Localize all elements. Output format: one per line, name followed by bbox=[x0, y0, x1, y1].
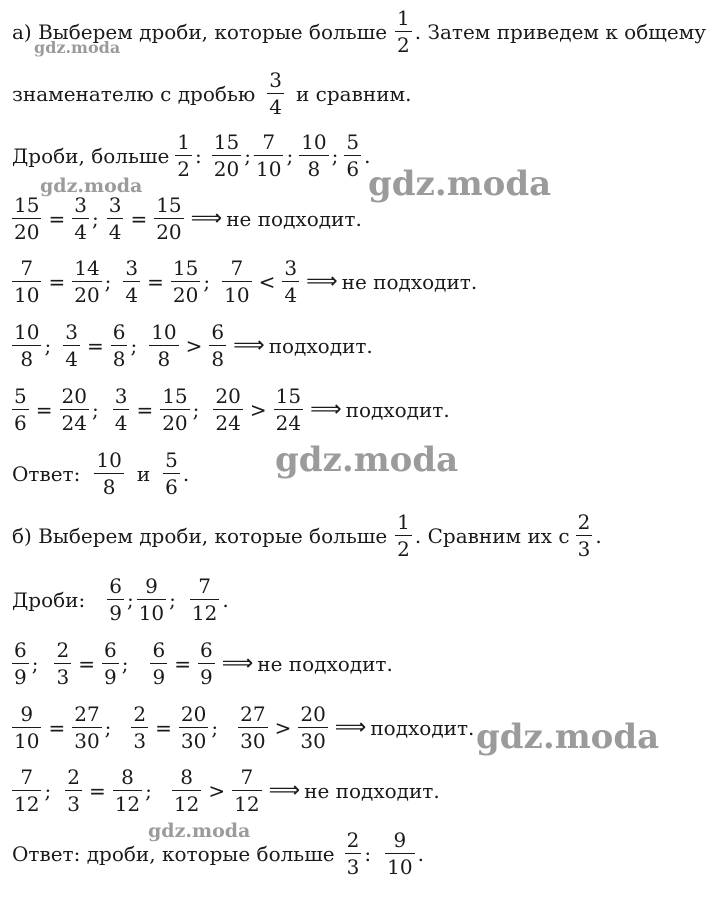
fraction: $\frac{15}{20}$ bbox=[156, 193, 182, 244]
part-a-answer: Ответ: $\frac{10}{8}$ и $\frac{5}{6}$ . bbox=[12, 448, 190, 499]
fraction: $\frac{3}{4}$ bbox=[269, 68, 282, 119]
part-b-row-1: $\frac{6}{9}$ ; $\frac{2}{3}$ = $\frac{6}{9}$ ; $\frac{6}{9}$ = $\frac{6}{9}$ ⟹ не подходит. bbox=[14, 638, 393, 689]
fraction: $\frac{20}{24}$ bbox=[215, 384, 241, 435]
fraction: $\frac{10}{8}$ bbox=[151, 320, 177, 371]
fraction: $\frac{9}{10}$ bbox=[387, 828, 413, 879]
part-b-row-2: $\frac{9}{10}$ = $\frac{27}{30}$ ; $\frac{2}{3}$ = $\frac{20}{30}$ ; $\frac{27}{30}$ > $\frac{20}{30}$ ⟹ подходит. bbox=[14, 702, 475, 753]
part-b-row-3: $\frac{7}{12}$ ; $\frac{2}{3}$ = $\frac{8}{12}$ ; $\frac{8}{12}$ > $\frac{7}{12}$ ⟹ не подходит. bbox=[14, 765, 440, 816]
watermark: gdz.moda bbox=[148, 820, 251, 842]
answer-label: Ответ: bbox=[12, 461, 81, 486]
fraction: $\frac{9}{10}$ bbox=[14, 702, 40, 753]
fraction: $\frac{5}{6}$ bbox=[165, 448, 178, 499]
fraction: $\frac{2}{3}$ bbox=[67, 765, 80, 816]
fraction: $\frac{2}{3}$ bbox=[346, 828, 360, 879]
fraction: $\frac{3}{4}$ bbox=[65, 320, 78, 371]
fraction: $\frac{20}{30}$ bbox=[180, 702, 207, 753]
fraction: $\frac{9}{10}$ bbox=[138, 574, 165, 625]
part-b-fractions-line: Дроби: $\frac{6}{9}$ ; $\frac{9}{10}$ ; $\frac{7}{12}$ . bbox=[12, 574, 229, 625]
fraction: $\frac{6}{9}$ bbox=[14, 638, 27, 689]
fraction: $\frac{15}{24}$ bbox=[275, 384, 302, 435]
result-text: не подходит. bbox=[257, 651, 393, 676]
fraction: $\frac{8}{12}$ bbox=[114, 765, 141, 816]
result-text: подходит. bbox=[370, 715, 475, 740]
fraction: $\frac{3}{4}$ bbox=[114, 384, 128, 435]
fraction: $\frac{10}{8}$ bbox=[96, 448, 122, 499]
fraction: $\frac{8}{12}$ bbox=[173, 765, 200, 816]
result-text: подходит. bbox=[345, 397, 450, 422]
result-text: подходит. bbox=[268, 333, 373, 358]
fraction: $\frac{27}{30}$ bbox=[240, 702, 266, 753]
fraction: $\frac{2}{3}$ bbox=[56, 638, 70, 689]
fraction: $\frac{1}{2}$ bbox=[177, 130, 191, 181]
fraction: $\frac{27}{30}$ bbox=[74, 702, 100, 753]
fraction: $\frac{3}{4}$ bbox=[108, 193, 122, 244]
intro-text: знаменателю с дробью bbox=[12, 81, 256, 106]
part-a-row-2: $\frac{7}{10}$ = $\frac{14}{20}$ ; $\frac{3}{4}$ = $\frac{15}{20}$ ; $\frac{7}{10}$ < $\frac{3}{4}$ ⟹ не подходит. bbox=[14, 256, 478, 307]
fraction: $\frac{15}{20}$ bbox=[14, 193, 40, 244]
fraction: $\frac{2}{3}$ bbox=[577, 510, 591, 561]
fraction: $\frac{1}{2}$ bbox=[397, 6, 410, 57]
fraction: $\frac{3}{4}$ bbox=[125, 256, 139, 307]
fraction: $\frac{5}{6}$ bbox=[14, 384, 27, 435]
fraction: $\frac{7}{12}$ bbox=[14, 765, 40, 816]
result-text: не подходит. bbox=[341, 269, 478, 294]
fraction: $\frac{7}{12}$ bbox=[191, 574, 218, 625]
fraction: $\frac{6}{8}$ bbox=[112, 320, 126, 371]
watermark: gdz.moda bbox=[368, 164, 552, 204]
part-b-answer: Ответ: дроби, которые больше $\frac{2}{3}$ : $\frac{9}{10}$ . bbox=[12, 828, 424, 879]
fractions-label: Дроби, больше bbox=[12, 143, 170, 168]
fractions-label: Дроби: bbox=[12, 587, 86, 612]
fraction: $\frac{6}{9}$ bbox=[199, 638, 213, 689]
fraction: $\frac{5}{6}$ bbox=[346, 130, 360, 181]
part-a-fractions-line: Дроби, больше $\frac{1}{2}$ : $\frac{15}{20}$ ; $\frac{7}{10}$ ; $\frac{10}{8}$ ; $\frac{5}{6}$ . bbox=[12, 130, 371, 181]
intro-text: б) Выберем дроби, которые больше bbox=[12, 523, 388, 548]
fraction: $\frac{7}{12}$ bbox=[234, 765, 260, 816]
watermark: gdz.moda bbox=[275, 440, 459, 480]
watermark: gdz.moda bbox=[34, 38, 121, 57]
result-text: не подходит. bbox=[304, 778, 440, 803]
fraction: $\frac{10}{8}$ bbox=[14, 320, 40, 371]
intro-text-tail: . Затем приведем к общему bbox=[414, 19, 707, 44]
answer-and: и bbox=[136, 461, 151, 486]
fraction: $\frac{1}{2}$ bbox=[397, 510, 410, 561]
fraction: $\frac{15}{20}$ bbox=[162, 384, 188, 435]
part-a-row-4: $\frac{5}{6}$ = $\frac{20}{24}$ ; $\frac{3}{4}$ = $\frac{15}{20}$ ; $\frac{20}{24}$ > $\frac{15}{24}$ ⟹ подходит. bbox=[14, 384, 450, 435]
fraction: $\frac{3}{4}$ bbox=[284, 256, 298, 307]
part-a-row-1: $\frac{15}{20}$ = $\frac{3}{4}$ ; $\frac{3}{4}$ = $\frac{15}{20}$ ⟹ не подходит. bbox=[14, 193, 362, 244]
fraction: $\frac{7}{10}$ bbox=[255, 130, 282, 181]
intro-text-tail: . Сравним их с bbox=[414, 523, 570, 548]
part-a-intro-line-1 bbox=[12, 8, 706, 55]
fraction: $\frac{3}{4}$ bbox=[74, 193, 87, 244]
part-a-intro-line-2 bbox=[12, 70, 411, 117]
part-b-intro-line: б) Выберем дроби, которые больше $\frac{1}{2}$ . Сравним их с $\frac{2}{3}$ . bbox=[12, 510, 602, 561]
fraction: $\frac{6}{9}$ bbox=[103, 638, 117, 689]
fraction: $\frac{6}{8}$ bbox=[211, 320, 225, 371]
fraction: $\frac{20}{24}$ bbox=[61, 384, 87, 435]
fraction: $\frac{20}{30}$ bbox=[300, 702, 326, 753]
fraction: $\frac{14}{20}$ bbox=[74, 256, 100, 307]
fraction: $\frac{15}{20}$ bbox=[172, 256, 199, 307]
result-text: не подходит. bbox=[226, 206, 362, 231]
watermark: gdz.moda bbox=[40, 175, 143, 197]
watermark: gdz.moda bbox=[476, 717, 660, 757]
fraction: $\frac{6}{9}$ bbox=[109, 574, 122, 625]
fraction: $\frac{2}{3}$ bbox=[133, 702, 147, 753]
intro-text: а) Выберем дроби, которые больше bbox=[12, 19, 388, 44]
fraction: $\frac{7}{10}$ bbox=[224, 256, 250, 307]
intro-text-tail: и сравним. bbox=[295, 81, 412, 106]
fraction: $\frac{7}{10}$ bbox=[14, 256, 40, 307]
fraction: $\frac{10}{8}$ bbox=[301, 130, 327, 181]
part-a-row-3: $\frac{10}{8}$ ; $\frac{3}{4}$ = $\frac{6}{8}$ ; $\frac{10}{8}$ > $\frac{6}{8}$ ⟹ подходит. bbox=[14, 320, 373, 371]
answer-text: Ответ: дроби, которые больше bbox=[12, 841, 335, 866]
fraction: $\frac{6}{9}$ bbox=[152, 638, 166, 689]
fraction: $\frac{15}{20}$ bbox=[213, 130, 240, 181]
